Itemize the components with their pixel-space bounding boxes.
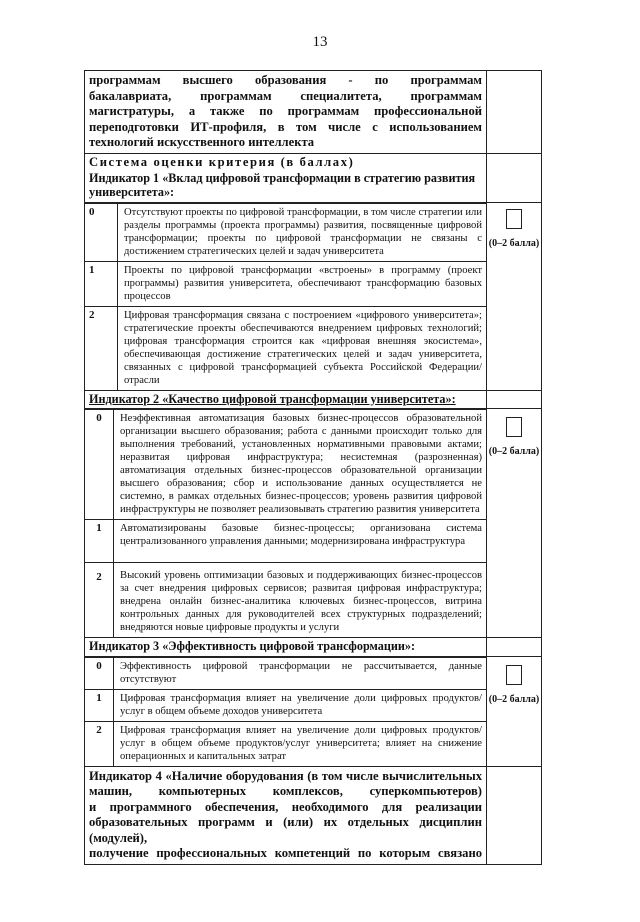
indicator-3-title-row (85, 638, 542, 657)
score-range: (0–2 балла) (488, 237, 540, 249)
indicator-4-line: получение профессиональных компетенций по которым связано (89, 846, 482, 860)
intro-line: технологий искусственного интеллекта (89, 135, 315, 149)
intro-line: программам высшего образования - по программам (89, 73, 482, 87)
indicator-4-title (85, 767, 486, 864)
indicator-4-title-row (85, 766, 542, 864)
indicator-2-title-row (85, 390, 542, 409)
system-title: Система оценки критерия (в баллах) (89, 154, 355, 169)
score-value: 1 (85, 520, 114, 563)
score-checkbox[interactable] (506, 665, 522, 685)
score-value: 1 (85, 261, 118, 306)
indicator-3-title: Индикатор 3 «Эффективность цифровой трансформации»: (89, 639, 416, 653)
indicator-4-line: образовательных программ и (или) их отдельных дисциплин (модулей), (89, 815, 482, 845)
intro-line: переподготовки ИТ-профиля, в том числе с использованием (89, 119, 482, 134)
score-description: Проекты по цифровой трансформации «встроены» в программу (проект программы) развития университета, обеспечивают трансформацию базовых процессов (118, 261, 487, 306)
indicator-2-title: Индикатор 2 «Качество цифровой трансформации университета»: (89, 391, 456, 406)
indicator-4-line: машин, компьютерных комплексов, суперкомпьютеров) (89, 784, 482, 798)
table-row (85, 203, 486, 261)
indicator-3-block (85, 656, 542, 766)
score-value: 2 (85, 721, 114, 766)
score-range: (0–2 балла) (488, 693, 540, 705)
score-description: Отсутствуют проекты по цифровой трансформации, в том числе стратегии или разделы программы (проекта программы) развития, посвященные цифровой трансформации; проекты по цифровой трансформации не связаны с достижением стратегических целей и задач университета (118, 203, 487, 261)
score-value: 0 (85, 203, 118, 261)
page-number: 13 (312, 34, 328, 50)
score-value: 2 (85, 563, 114, 638)
criteria-table (84, 70, 542, 865)
intro-line: магистратуры, а также по программам профессиональной (89, 104, 482, 118)
table-row (85, 563, 486, 638)
indicator-4-line: и программного обеспечения, необходимого для реализации (89, 799, 482, 814)
score-value: 1 (85, 689, 114, 721)
score-value: 0 (85, 410, 114, 520)
table-row (85, 306, 486, 390)
system-title-row (85, 153, 542, 202)
indicator-2-block (85, 409, 542, 638)
table-row (85, 689, 486, 721)
score-checkbox[interactable] (506, 417, 522, 437)
score-description: Высокий уровень оптимизации базовых и поддерживающих бизнес-процессов за счет внедрения цифровых сервисов; развитая цифровая инфраструктура; внедрена онлайн бизнес-аналитика ключевых бизнес-процессов, витрина контрольных данных для руководителей всех структурных подразделений; внедряются новые цифровые продукты и услуги (114, 563, 487, 638)
score-description: Автоматизированы базовые бизнес-процессы; организована система централизованного управления данными; модернизирована инфраструктура (114, 520, 487, 563)
table-row (85, 657, 486, 689)
table-row (85, 520, 486, 563)
score-description: Эффективность цифровой трансформации не рассчитывается, данные отсутствуют (114, 657, 487, 689)
table-row (85, 721, 486, 766)
score-description: Цифровая трансформация влияет на увеличение доли цифровых продуктов/услуг в общем объеме доходов университета (114, 689, 487, 721)
intro-row (85, 71, 542, 154)
score-checkbox[interactable] (506, 209, 522, 229)
indicator-1-block (85, 202, 542, 390)
score-description: Неэффективная автоматизация базовых бизнес-процессов образовательной организации высшего образования; работа с данными происходит только для выполнения требований, установленных нормативными правовыми актами; неразвитая цифровая инфраструктура; несистемная (разрозненная) автоматизация отдельных бизнес-процессов образовательной организации высшего образования; сбор и использование данных осуществляется не системно, в рамках отдельных бизнес-процессов; уровень развития цифровой инфраструктуры не позволяет реализовывать стратегию развития университета (114, 410, 487, 520)
indicator-1-title: Индикатор 1 «Вклад цифровой трансформации в стратегию развития университета»: (89, 170, 476, 199)
intro-line: бакалавриата, программам специалитета, программам (89, 88, 482, 103)
score-range: (0–2 балла) (488, 446, 540, 457)
table-row (85, 261, 486, 306)
score-value: 0 (85, 657, 114, 689)
indicator-4-line: Индикатор 4 «Наличие оборудования (в том числе вычислительных (89, 768, 482, 783)
score-description: Цифровая трансформация связана с построением «цифрового университета»; стратегические проекты обеспечиваются внедрением цифровых технологий; цифровая трансформация строится как «цифровая внешняя экосистема», обеспечивающая достижение стратегических целей и задач университета, связанных с цифровой трансформацией субъекта Российской Федерации/отрасли (118, 306, 487, 390)
intro-text (85, 71, 486, 153)
table-row (85, 410, 486, 520)
score-value: 2 (85, 306, 118, 390)
score-description: Цифровая трансформация влияет на увеличение доли цифровых продуктов/услуг в общем объеме продуктов/услуг университета; влияет на снижение операционных и капитальных затрат (114, 721, 487, 766)
